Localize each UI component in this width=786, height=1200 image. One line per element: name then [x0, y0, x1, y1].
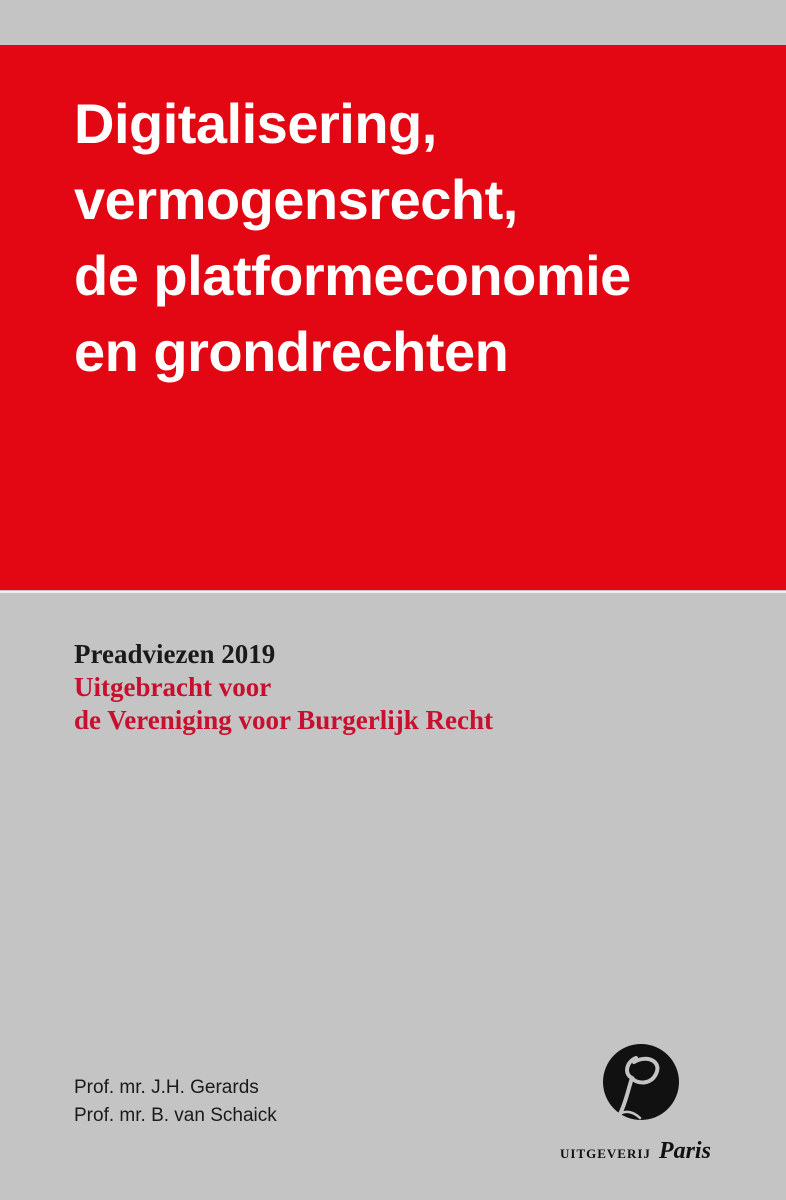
- subtitle-block: [74, 638, 774, 737]
- publisher-name: [560, 1138, 740, 1165]
- divider: [0, 591, 786, 593]
- title-line: en grondrechten: [74, 320, 509, 383]
- publisher-brand: Paris: [658, 1138, 711, 1164]
- author-list: [74, 1074, 277, 1130]
- publisher-block: [560, 1040, 740, 1170]
- title-line: Digitalisering,: [74, 92, 437, 155]
- author-name: Prof. mr. B. van Schaick: [74, 1105, 277, 1126]
- subtitle-line: Uitgebracht voor: [74, 672, 272, 702]
- author-name: Prof. mr. J.H. Gerards: [74, 1077, 259, 1098]
- book-title: [74, 86, 774, 390]
- subtitle-line: de Vereniging voor Burgerlijk Recht: [74, 705, 493, 735]
- publisher-prefix: UITGEVERIJ: [560, 1146, 651, 1161]
- series-label: Preadviezen 2019: [74, 639, 276, 669]
- title-line: vermogensrecht,: [74, 168, 518, 231]
- p-monogram-logo-icon: [596, 1040, 686, 1130]
- title-line: de platformeconomie: [74, 244, 631, 307]
